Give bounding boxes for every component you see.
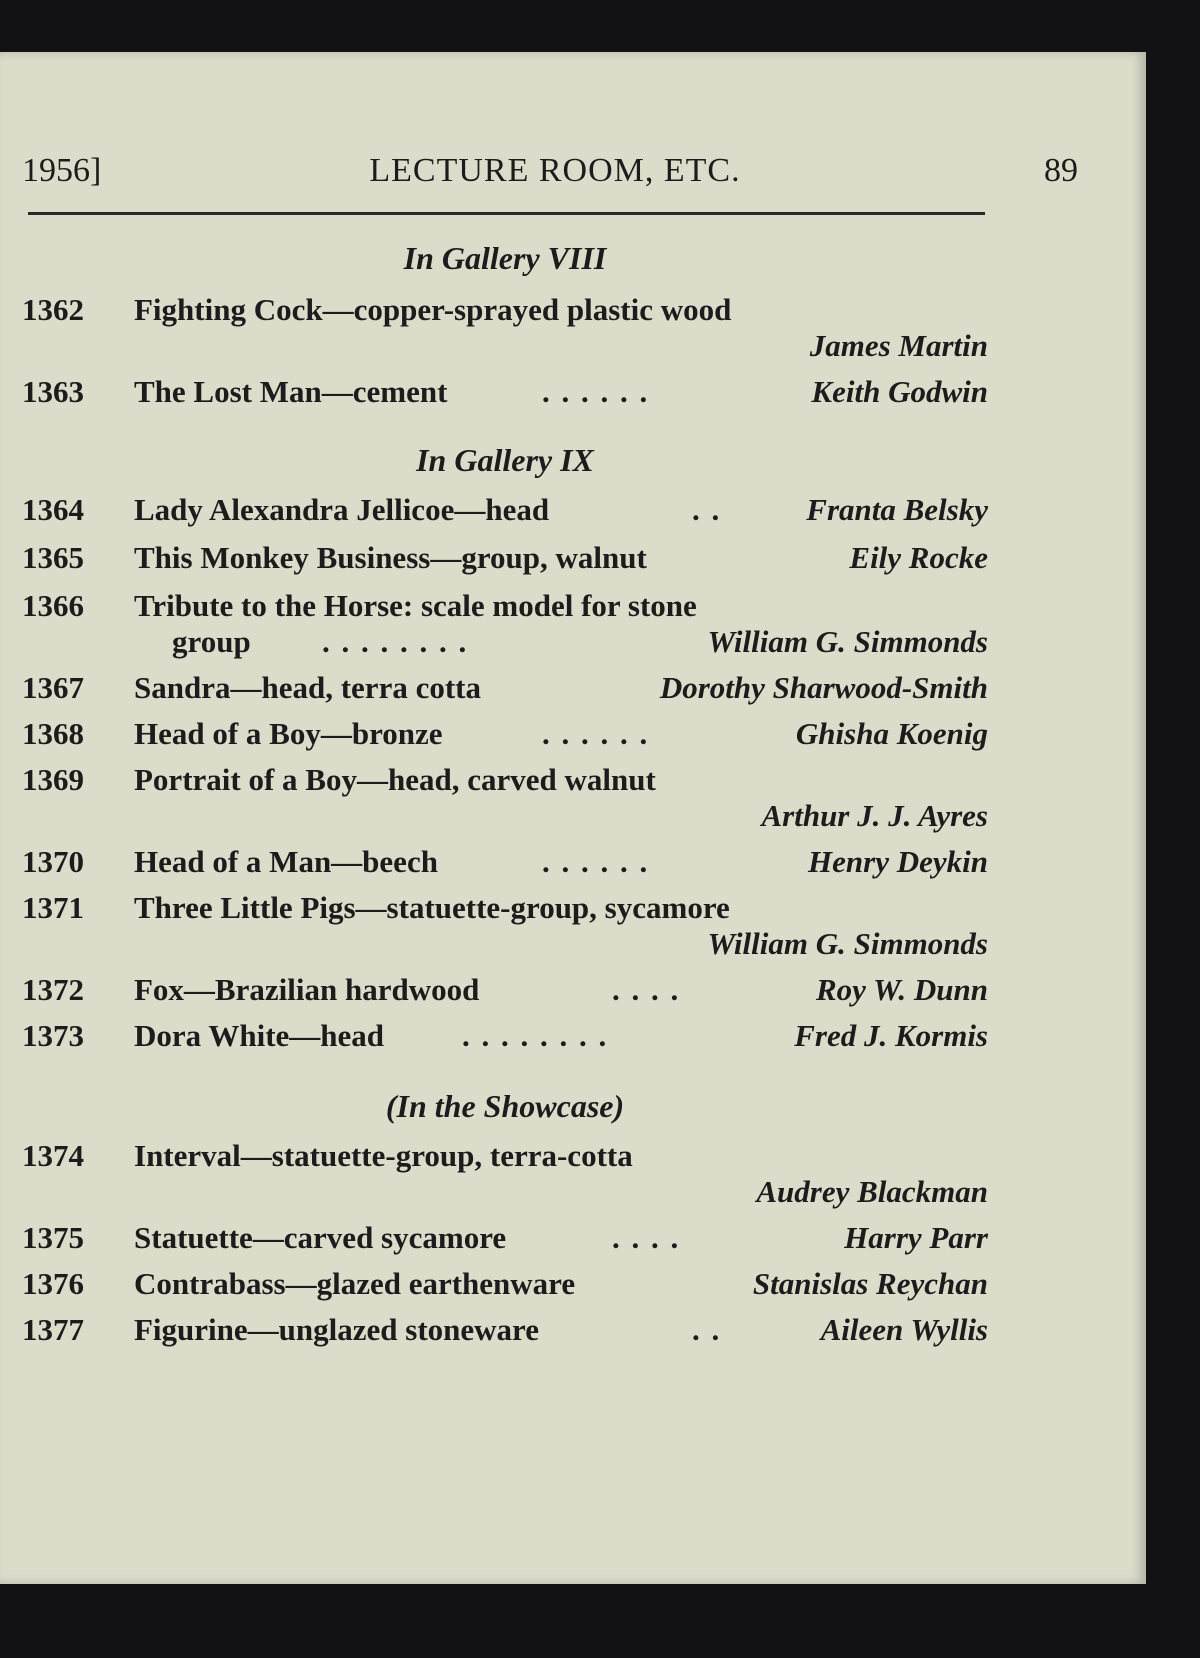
entry-artist: Roy W. Dunn	[816, 972, 988, 1007]
entry-title: The Lost Man—cement	[134, 374, 448, 409]
entry-artist: Henry Deykin	[808, 844, 988, 879]
entry-title: Fox—Brazilian hardwood	[134, 972, 480, 1007]
leader-dots: . .	[692, 492, 722, 527]
entry-number: 1362	[22, 292, 84, 327]
leader-dots: . . . .	[612, 1220, 681, 1255]
entry-title-continuation: group	[172, 624, 251, 659]
entry-artist: Stanislas Reychan	[752, 1266, 988, 1301]
page-number: 89	[1044, 152, 1078, 189]
entry-number: 1376	[22, 1266, 84, 1301]
entry-title: Head of a Boy—bronze	[134, 716, 443, 751]
entry-artist: Harry Parr	[844, 1220, 988, 1255]
entry-number: 1364	[22, 492, 84, 527]
entry-artist: Franta Belsky	[806, 492, 988, 527]
entry-row	[22, 844, 988, 888]
leader-dots: . . . . . .	[542, 374, 650, 409]
entry-title: Head of a Man—beech	[134, 844, 438, 879]
entry-artist: Arthur J. J. Ayres	[761, 798, 988, 833]
entry-number: 1369	[22, 762, 84, 797]
entry-title: Fighting Cock—copper-sprayed plastic wood	[134, 292, 732, 327]
catalogue-page	[0, 52, 1146, 1584]
section-heading-gallery-viii: In Gallery VIII	[403, 240, 607, 276]
entry-artist: Audrey Blackman	[756, 1174, 988, 1209]
entry-number: 1370	[22, 844, 84, 879]
entry-artist: William G. Simmonds	[707, 624, 988, 659]
page-header	[22, 152, 1088, 212]
entry-artist: James Martin	[809, 328, 988, 363]
entry-artist: Fred J. Kormis	[794, 1018, 988, 1053]
entry-title: Contrabass—glazed earthenware	[134, 1266, 576, 1301]
entry-row	[22, 1266, 988, 1310]
entry-artist: Ghisha Koenig	[795, 716, 988, 751]
entry-artist: Aileen Wyllis	[820, 1312, 988, 1347]
entry-row	[22, 1018, 988, 1062]
entry-number: 1363	[22, 374, 84, 409]
header-year: 1956]	[22, 152, 102, 189]
entry-row	[22, 540, 988, 584]
entry-number: 1366	[22, 588, 84, 623]
entry-number: 1368	[22, 716, 84, 751]
entry-row	[22, 1220, 988, 1264]
entry-number: 1375	[22, 1220, 84, 1255]
leader-dots: . . . . . .	[542, 844, 650, 879]
entry-title: Interval—statuette-group, terra-cotta	[134, 1138, 633, 1173]
entry-artist: Keith Godwin	[811, 374, 988, 409]
entry-artist: Dorothy Sharwood-Smith	[659, 670, 988, 705]
entry-title: Lady Alexandra Jellicoe—head	[134, 492, 550, 527]
entry-number: 1371	[22, 890, 84, 925]
entry-number: 1377	[22, 1312, 84, 1347]
entry-number: 1365	[22, 540, 84, 575]
entry-title: Figurine—unglazed stoneware	[134, 1312, 539, 1347]
entry-row	[22, 716, 988, 760]
header-title: LECTURE ROOM, ETC.	[369, 152, 741, 189]
entry-artist: William G. Simmonds	[707, 926, 988, 961]
entry-title: This Monkey Business—group, walnut	[134, 540, 647, 575]
leader-dots: . . . .	[612, 972, 681, 1007]
entry-title: Statuette—carved sycamore	[134, 1220, 507, 1255]
leader-dots: . . . . . . . .	[322, 624, 469, 659]
entry-artist-line	[22, 798, 988, 842]
leader-dots: . . . . . . . .	[462, 1018, 609, 1053]
entry-row	[22, 1312, 988, 1356]
header-rule	[28, 212, 985, 215]
entry-continuation-line	[22, 624, 988, 668]
entry-row	[22, 670, 988, 714]
entry-title: Tribute to the Horse: scale model for stone	[134, 588, 697, 623]
entry-number: 1372	[22, 972, 84, 1007]
entry-artist-line	[22, 926, 988, 970]
entry-row	[22, 492, 988, 536]
entry-number: 1374	[22, 1138, 84, 1173]
entry-title: Three Little Pigs—statuette-group, sycamore	[134, 890, 730, 925]
entry-number: 1367	[22, 670, 84, 705]
entry-artist-line	[22, 328, 988, 372]
section-heading-gallery-ix: In Gallery IX	[416, 442, 594, 478]
entry-row	[22, 972, 988, 1016]
entry-title: Portrait of a Boy—head, carved walnut	[134, 762, 656, 797]
entry-title: Sandra—head, terra cotta	[134, 670, 481, 705]
section-heading-showcase: (In the Showcase)	[385, 1088, 625, 1124]
leader-dots: . . . . . .	[542, 716, 650, 751]
leader-dots: . .	[692, 1312, 722, 1347]
entry-row	[22, 374, 988, 418]
entry-number: 1373	[22, 1018, 84, 1053]
entry-title: Dora White—head	[134, 1018, 385, 1053]
entry-artist-line	[22, 1174, 988, 1218]
entry-artist: Eily Rocke	[849, 540, 988, 575]
